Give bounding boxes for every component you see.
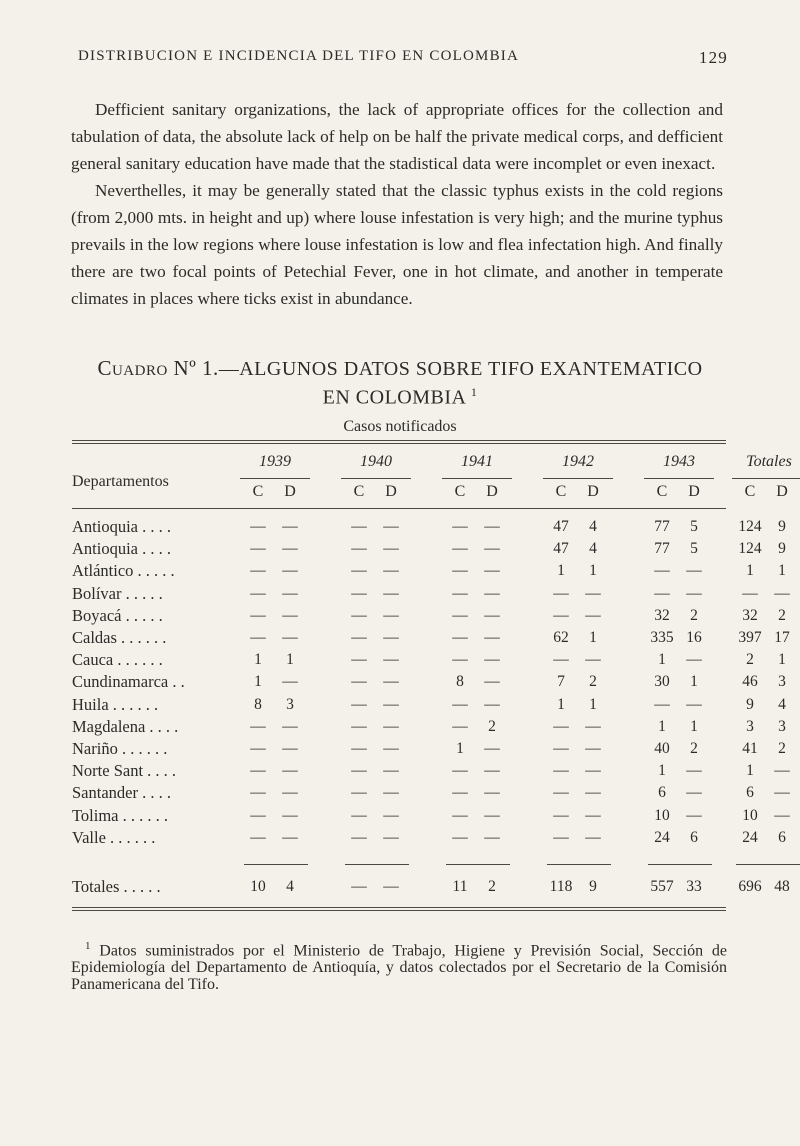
- paragraph-1-text: Defficient sanitary organizations, the lack of appropriate offices for the collection and tabulation of data, the absolute lack of help on be half the private medical corps, and defficient general sanitary education have made that the stadistical data were incomplet or even inexact.: [71, 100, 723, 173]
- cases-cell: 1: [456, 740, 464, 757]
- cases-cell: —: [654, 585, 670, 602]
- cases-cell: 124: [738, 540, 762, 557]
- deaths-cell: —: [383, 807, 399, 824]
- deaths-cell: —: [774, 807, 790, 824]
- deaths-cell: 6: [778, 829, 786, 846]
- cases-cell: —: [452, 784, 468, 801]
- deaths-cell: —: [383, 829, 399, 846]
- deaths-cell: 4: [589, 518, 597, 535]
- totals-cases-cell: 10: [250, 878, 266, 895]
- footnote-text: Datos suministrados por el Ministerio de Trabajo, Higiene y Previsión Social, Sección de Epidemiología del Departamento de Antioquía, y datos colectados por el Secretario de la Comisión Panamericana del Tifo.: [71, 942, 728, 994]
- totals-deaths-cell: 48: [774, 878, 790, 895]
- deaths-cell: —: [686, 562, 702, 579]
- cases-cell: 1: [746, 562, 754, 579]
- deaths-cell: 1: [589, 696, 597, 713]
- deaths-cell: —: [383, 629, 399, 646]
- cases-cell: —: [452, 762, 468, 779]
- deaths-cell: —: [774, 762, 790, 779]
- department-name: Antioquia . . . .: [72, 517, 171, 536]
- cases-cell: 7: [557, 673, 565, 690]
- sub-header-d: D: [776, 483, 788, 500]
- deaths-cell: —: [282, 718, 298, 735]
- deaths-cell: —: [282, 585, 298, 602]
- cases-cell: —: [452, 718, 468, 735]
- cases-cell: 24: [742, 829, 758, 846]
- deaths-cell: —: [686, 696, 702, 713]
- cases-cell: 124: [738, 518, 762, 535]
- cases-cell: —: [351, 607, 367, 624]
- deaths-cell: —: [282, 562, 298, 579]
- table-top-rule: [72, 440, 726, 444]
- deaths-cell: —: [484, 762, 500, 779]
- deaths-cell: —: [585, 829, 601, 846]
- year-span-rule: [240, 478, 310, 479]
- deaths-cell: —: [774, 784, 790, 801]
- cases-cell: —: [553, 651, 569, 668]
- table-bottom-rule: [72, 907, 726, 911]
- sub-header-d: D: [587, 483, 599, 500]
- deaths-cell: 2: [690, 740, 698, 757]
- deaths-cell: 17: [774, 629, 790, 646]
- department-name: Valle . . . . . .: [72, 828, 156, 847]
- department-name: Boyacá . . . . .: [72, 606, 163, 625]
- deaths-cell: —: [383, 696, 399, 713]
- sum-rule: [446, 864, 510, 865]
- cases-cell: —: [250, 607, 266, 624]
- cases-cell: 41: [742, 740, 758, 757]
- deaths-cell: —: [585, 762, 601, 779]
- cases-cell: —: [452, 585, 468, 602]
- year-span-rule: [644, 478, 714, 479]
- deaths-cell: —: [585, 607, 601, 624]
- paragraph-2-text: Neverthelles, it may be generally stated that the classic typhus exists in the cold regions (from 2,000 mts. in height and up) where louse infestation is very high; and the murine typhus prevails in the low regions where louse infestation is low and flea infectation high. And finally there are two focal points of Petechial Fever, one in hot climate, and another in temperate climates in places where ticks exist in abundance.: [71, 181, 723, 308]
- department-name: Magdalena . . . .: [72, 717, 179, 736]
- cases-cell: —: [742, 585, 758, 602]
- deaths-cell: 2: [778, 740, 786, 757]
- deaths-cell: —: [383, 540, 399, 557]
- deaths-cell: —: [383, 718, 399, 735]
- cases-cell: —: [351, 807, 367, 824]
- year-span-rule: [732, 478, 800, 479]
- cases-cell: 3: [746, 718, 754, 735]
- cases-cell: —: [250, 562, 266, 579]
- totals-cases-cell: —: [351, 878, 367, 895]
- cases-cell: —: [452, 518, 468, 535]
- deaths-cell: —: [282, 673, 298, 690]
- deaths-cell: —: [383, 518, 399, 535]
- year-header: 1943: [663, 453, 695, 470]
- totals-deaths-cell: 2: [488, 878, 496, 895]
- department-name: Cauca . . . . . .: [72, 650, 163, 669]
- sum-rule: [736, 864, 800, 865]
- deaths-cell: —: [585, 807, 601, 824]
- cases-cell: 1: [746, 762, 754, 779]
- cases-cell: 46: [742, 673, 758, 690]
- year-header: 1942: [562, 453, 594, 470]
- sub-header-c: C: [353, 483, 365, 500]
- cases-cell: —: [351, 762, 367, 779]
- deaths-cell: —: [686, 651, 702, 668]
- totals-cases-cell: 696: [738, 878, 762, 895]
- deaths-cell: —: [484, 651, 500, 668]
- cases-cell: 335: [650, 629, 674, 646]
- deaths-cell: —: [383, 762, 399, 779]
- deaths-cell: 1: [690, 718, 698, 735]
- deaths-cell: —: [484, 585, 500, 602]
- cases-cell: 47: [553, 518, 569, 535]
- deaths-cell: 2: [690, 607, 698, 624]
- sub-header-c: C: [555, 483, 567, 500]
- deaths-cell: —: [585, 651, 601, 668]
- cases-cell: 397: [738, 629, 762, 646]
- cases-cell: —: [553, 607, 569, 624]
- cases-cell: 1: [557, 696, 565, 713]
- deaths-cell: 16: [686, 629, 702, 646]
- department-name: Caldas . . . . . .: [72, 628, 167, 647]
- cases-cell: 30: [654, 673, 670, 690]
- deaths-cell: —: [686, 807, 702, 824]
- deaths-cell: 1: [778, 651, 786, 668]
- cases-cell: —: [250, 784, 266, 801]
- deaths-cell: —: [282, 629, 298, 646]
- deaths-cell: 9: [778, 540, 786, 557]
- cases-cell: —: [351, 673, 367, 690]
- deaths-cell: —: [484, 784, 500, 801]
- sub-header-d: D: [284, 483, 296, 500]
- deaths-cell: 4: [589, 540, 597, 557]
- deaths-cell: —: [383, 784, 399, 801]
- cases-cell: 32: [654, 607, 670, 624]
- cases-cell: —: [351, 696, 367, 713]
- cases-cell: 1: [658, 718, 666, 735]
- cases-cell: —: [250, 829, 266, 846]
- cases-cell: 6: [658, 784, 666, 801]
- cases-cell: —: [452, 829, 468, 846]
- totals-deaths-cell: 4: [286, 878, 294, 895]
- cases-cell: 77: [654, 518, 670, 535]
- cases-cell: —: [250, 585, 266, 602]
- deaths-cell: —: [484, 607, 500, 624]
- deaths-cell: 1: [589, 562, 597, 579]
- deaths-cell: —: [774, 585, 790, 602]
- cases-cell: 1: [557, 562, 565, 579]
- paragraph-2: [71, 177, 723, 312]
- deaths-cell: 1: [778, 562, 786, 579]
- deaths-cell: —: [383, 562, 399, 579]
- table-caption-line2: EN COLOMBIA: [322, 386, 466, 409]
- cases-cell: —: [553, 829, 569, 846]
- cases-cell: 6: [746, 784, 754, 801]
- sub-header-d: D: [385, 483, 397, 500]
- deaths-cell: —: [282, 784, 298, 801]
- sub-header-c: C: [744, 483, 756, 500]
- deaths-cell: —: [282, 607, 298, 624]
- cases-cell: 10: [742, 807, 758, 824]
- year-header: 1939: [259, 453, 291, 470]
- year-span-rule: [442, 478, 512, 479]
- department-name: Atlántico . . . . .: [72, 561, 175, 580]
- cases-cell: 2: [746, 651, 754, 668]
- deaths-cell: —: [282, 762, 298, 779]
- cases-cell: 62: [553, 629, 569, 646]
- deaths-cell: —: [383, 651, 399, 668]
- year-header: 1940: [360, 453, 392, 470]
- cases-cell: —: [553, 740, 569, 757]
- cases-cell: 8: [456, 673, 464, 690]
- totals-deaths-cell: 9: [589, 878, 597, 895]
- deaths-cell: —: [282, 740, 298, 757]
- deaths-cell: —: [585, 585, 601, 602]
- cases-cell: —: [250, 540, 266, 557]
- deaths-cell: —: [282, 540, 298, 557]
- deaths-cell: 5: [690, 540, 698, 557]
- sum-rule: [547, 864, 611, 865]
- table-subtitle: Casos notificados: [343, 418, 457, 435]
- deaths-cell: —: [484, 562, 500, 579]
- totals-deaths-cell: —: [383, 878, 399, 895]
- table-caption: [60, 357, 740, 410]
- cases-cell: —: [351, 562, 367, 579]
- year-span-rule: [341, 478, 411, 479]
- sum-rule: [345, 864, 409, 865]
- cases-cell: —: [452, 540, 468, 557]
- deaths-cell: —: [484, 518, 500, 535]
- deaths-cell: 3: [286, 696, 294, 713]
- cases-cell: 1: [658, 762, 666, 779]
- deaths-cell: 2: [778, 607, 786, 624]
- deaths-cell: —: [383, 585, 399, 602]
- deaths-cell: 1: [690, 673, 698, 690]
- deaths-cell: —: [585, 740, 601, 757]
- totals-deaths-cell: 33: [686, 878, 702, 895]
- cases-cell: 32: [742, 607, 758, 624]
- cases-cell: —: [250, 807, 266, 824]
- page-number: 129: [698, 48, 728, 67]
- cases-cell: —: [452, 562, 468, 579]
- deaths-cell: —: [383, 607, 399, 624]
- deaths-cell: —: [686, 585, 702, 602]
- department-name: Antioquia . . . .: [72, 539, 171, 558]
- cases-cell: —: [250, 718, 266, 735]
- deaths-cell: —: [282, 807, 298, 824]
- deaths-cell: 6: [690, 829, 698, 846]
- deaths-cell: 1: [286, 651, 294, 668]
- sub-header-c: C: [454, 483, 466, 500]
- deaths-cell: —: [484, 829, 500, 846]
- deaths-cell: —: [585, 784, 601, 801]
- cases-cell: —: [250, 518, 266, 535]
- deaths-cell: —: [484, 696, 500, 713]
- department-name: Huila . . . . . .: [72, 695, 159, 714]
- sub-header-d: D: [688, 483, 700, 500]
- deaths-cell: —: [686, 784, 702, 801]
- departments-header: Departamentos: [72, 473, 169, 490]
- cases-cell: —: [250, 629, 266, 646]
- deaths-cell: —: [484, 807, 500, 824]
- cases-cell: —: [351, 585, 367, 602]
- cases-cell: 24: [654, 829, 670, 846]
- footnote-mark: 1: [85, 940, 91, 952]
- deaths-cell: 5: [690, 518, 698, 535]
- cases-cell: 1: [658, 651, 666, 668]
- deaths-cell: 1: [589, 629, 597, 646]
- deaths-cell: —: [383, 673, 399, 690]
- cases-cell: —: [654, 696, 670, 713]
- deaths-cell: —: [585, 718, 601, 735]
- deaths-cell: 3: [778, 718, 786, 735]
- cases-cell: —: [553, 784, 569, 801]
- department-name: Bolívar . . . . .: [72, 584, 163, 603]
- deaths-cell: 2: [589, 673, 597, 690]
- department-name: Santander . . . .: [72, 783, 171, 802]
- deaths-cell: 2: [488, 718, 496, 735]
- year-span-rule: [543, 478, 613, 479]
- cases-cell: —: [452, 651, 468, 668]
- paragraph-1: [71, 96, 723, 177]
- department-name: Cundinamarca . .: [72, 672, 185, 691]
- deaths-cell: —: [686, 762, 702, 779]
- cases-cell: —: [452, 629, 468, 646]
- department-name: Tolima . . . . . .: [72, 806, 169, 825]
- cases-cell: 1: [254, 651, 262, 668]
- deaths-cell: —: [484, 629, 500, 646]
- cases-cell: —: [553, 718, 569, 735]
- sub-header-c: C: [252, 483, 264, 500]
- sub-header-d: D: [486, 483, 498, 500]
- cases-cell: —: [452, 807, 468, 824]
- cases-cell: 47: [553, 540, 569, 557]
- cases-cell: —: [452, 696, 468, 713]
- cases-cell: —: [553, 762, 569, 779]
- cases-cell: 77: [654, 540, 670, 557]
- totals-header: Totales: [746, 453, 792, 470]
- deaths-cell: —: [282, 518, 298, 535]
- cases-cell: 9: [746, 696, 754, 713]
- cases-cell: 1: [254, 673, 262, 690]
- deaths-cell: —: [484, 540, 500, 557]
- table-caption-footnote-mark: 1: [470, 385, 478, 399]
- deaths-cell: —: [383, 740, 399, 757]
- cases-cell: —: [351, 784, 367, 801]
- cases-cell: —: [654, 562, 670, 579]
- cases-cell: —: [351, 540, 367, 557]
- cases-cell: —: [553, 585, 569, 602]
- cases-cell: —: [351, 651, 367, 668]
- deaths-cell: —: [484, 740, 500, 757]
- department-name: Nariño . . . . . .: [72, 739, 168, 758]
- running-head: [72, 48, 728, 70]
- sum-rule: [648, 864, 712, 865]
- cases-cell: —: [351, 829, 367, 846]
- deaths-cell: —: [484, 673, 500, 690]
- deaths-cell: —: [282, 829, 298, 846]
- table-header-rule: [72, 508, 726, 509]
- cases-cell: —: [452, 607, 468, 624]
- cases-cell: —: [250, 740, 266, 757]
- totals-row-label: Totales . . . . .: [72, 877, 161, 896]
- cases-cell: 8: [254, 696, 262, 713]
- table-caption-line1: —ALGUNOS DATOS SOBRE TIFO EXANTEMATICO: [218, 358, 703, 380]
- sum-rule: [244, 864, 308, 865]
- sub-header-c: C: [656, 483, 668, 500]
- cases-cell: —: [250, 762, 266, 779]
- deaths-cell: 9: [778, 518, 786, 535]
- year-header: 1941: [461, 453, 493, 470]
- deaths-cell: 4: [778, 696, 786, 713]
- running-head-title: DISTRIBUCION E INCIDENCIA DEL TIFO EN COLOMBIA: [78, 48, 520, 64]
- cases-cell: —: [351, 740, 367, 757]
- cases-cell: —: [351, 629, 367, 646]
- cases-cell: 40: [654, 740, 670, 757]
- cases-cell: —: [351, 718, 367, 735]
- deaths-cell: 3: [778, 673, 786, 690]
- table-caption-prefix: Cuadro Nº 1.: [97, 356, 219, 380]
- department-name: Norte Sant . . . .: [72, 761, 177, 780]
- cases-cell: 10: [654, 807, 670, 824]
- totals-cases-cell: 557: [650, 878, 674, 895]
- totals-cases-cell: 118: [549, 878, 573, 895]
- cases-cell: —: [351, 518, 367, 535]
- footnote: [71, 938, 727, 993]
- totals-cases-cell: 11: [452, 878, 468, 895]
- cases-cell: —: [553, 807, 569, 824]
